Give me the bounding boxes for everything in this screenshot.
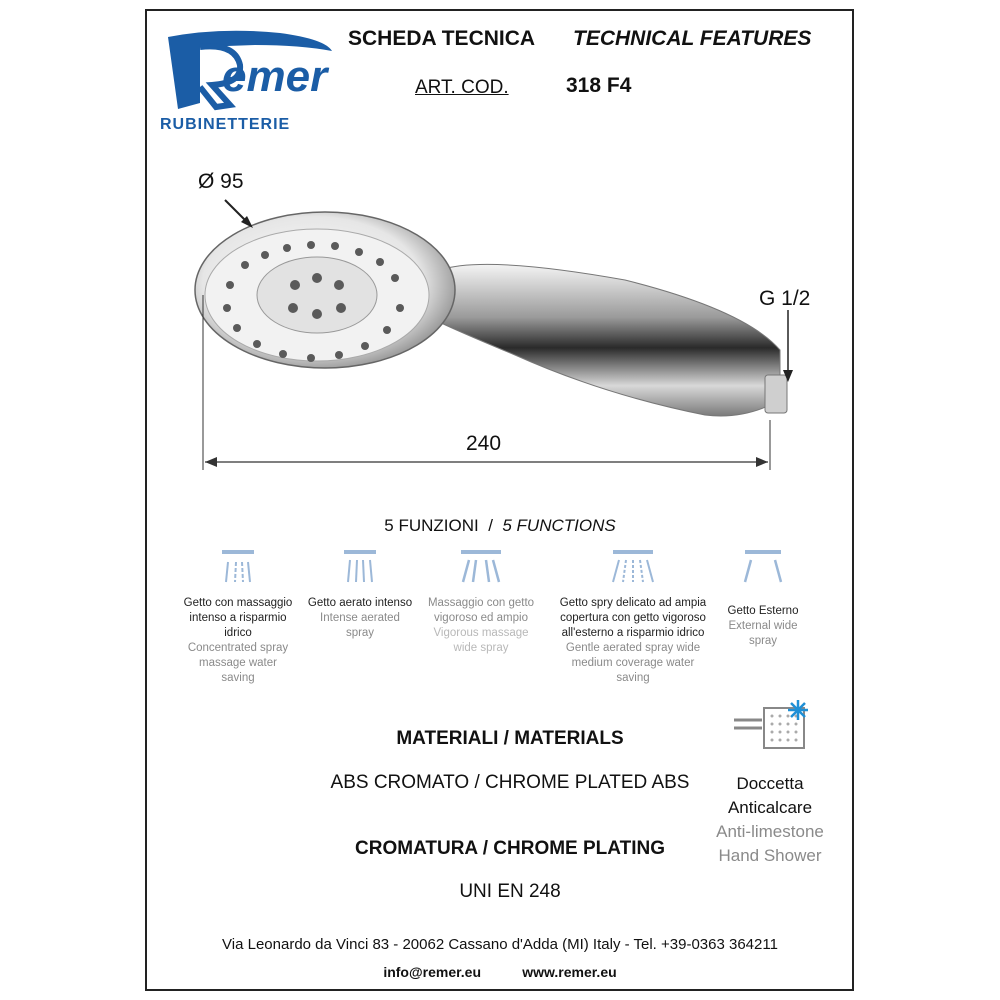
function-item: Massaggio con getto vigoroso ed ampio Vigorous massage wide spray xyxy=(419,548,543,656)
footer-email[interactable]: info@remer.eu xyxy=(383,964,482,980)
anti-limestone-label: Doccetta Anticalcare Anti-limestone Hand Shower xyxy=(716,774,824,865)
title-italian: SCHEDA TECNICA xyxy=(348,27,536,50)
brand-subtitle: RUBINETTERIE xyxy=(160,116,291,133)
spray-vigorous-icon xyxy=(459,548,503,586)
art-code-label: ART. COD. xyxy=(415,77,509,98)
function-item: Getto Esterno External wide spray xyxy=(701,548,825,649)
footer-website[interactable]: www.remer.eu xyxy=(522,964,617,980)
footer-contacts xyxy=(145,964,855,980)
function-item: Getto con massaggio intenso a risparmio idrico Concentrated spray massage water saving xyxy=(176,548,300,686)
anti-limestone-icon xyxy=(732,698,814,754)
function-item: Getto spry delicato ad ampia copertura con getto vigoroso all'esterno a risparmio idrico Gentle aerated spray wide medium coverage water saving xyxy=(553,548,713,686)
spray-gentle-icon xyxy=(611,548,655,586)
thread-label: G 1/2 xyxy=(759,287,811,310)
function-item: Getto aerato intenso Intense aerated spray xyxy=(298,548,422,641)
title-english: TECHNICAL FEATURES xyxy=(573,27,812,50)
materials-value: ABS CROMATO / CHROME PLATED ABS xyxy=(330,772,690,793)
spray-aerated-icon xyxy=(340,548,380,586)
materials-heading: MATERIALI / MATERIALS xyxy=(396,728,624,749)
plating-value: UNI EN 248 xyxy=(459,881,561,902)
plating-heading: CROMATURA / CHROME PLATING xyxy=(355,838,665,859)
diameter-label: Ø 95 xyxy=(198,170,244,193)
functions-title: 5 FUNZIONI / 5 FUNCTIONS xyxy=(384,516,616,535)
art-code-value: 318 F4 xyxy=(566,74,632,97)
footer-address: Via Leonardo da Vinci 83 - 20062 Cassano d'Adda (MI) Italy - Tel. +39-0363 364211 xyxy=(222,936,778,953)
svg-text:emer: emer xyxy=(222,52,328,101)
spray-external-icon xyxy=(741,548,785,586)
length-label: 240 xyxy=(466,432,502,455)
spray-massage-icon xyxy=(218,548,258,586)
